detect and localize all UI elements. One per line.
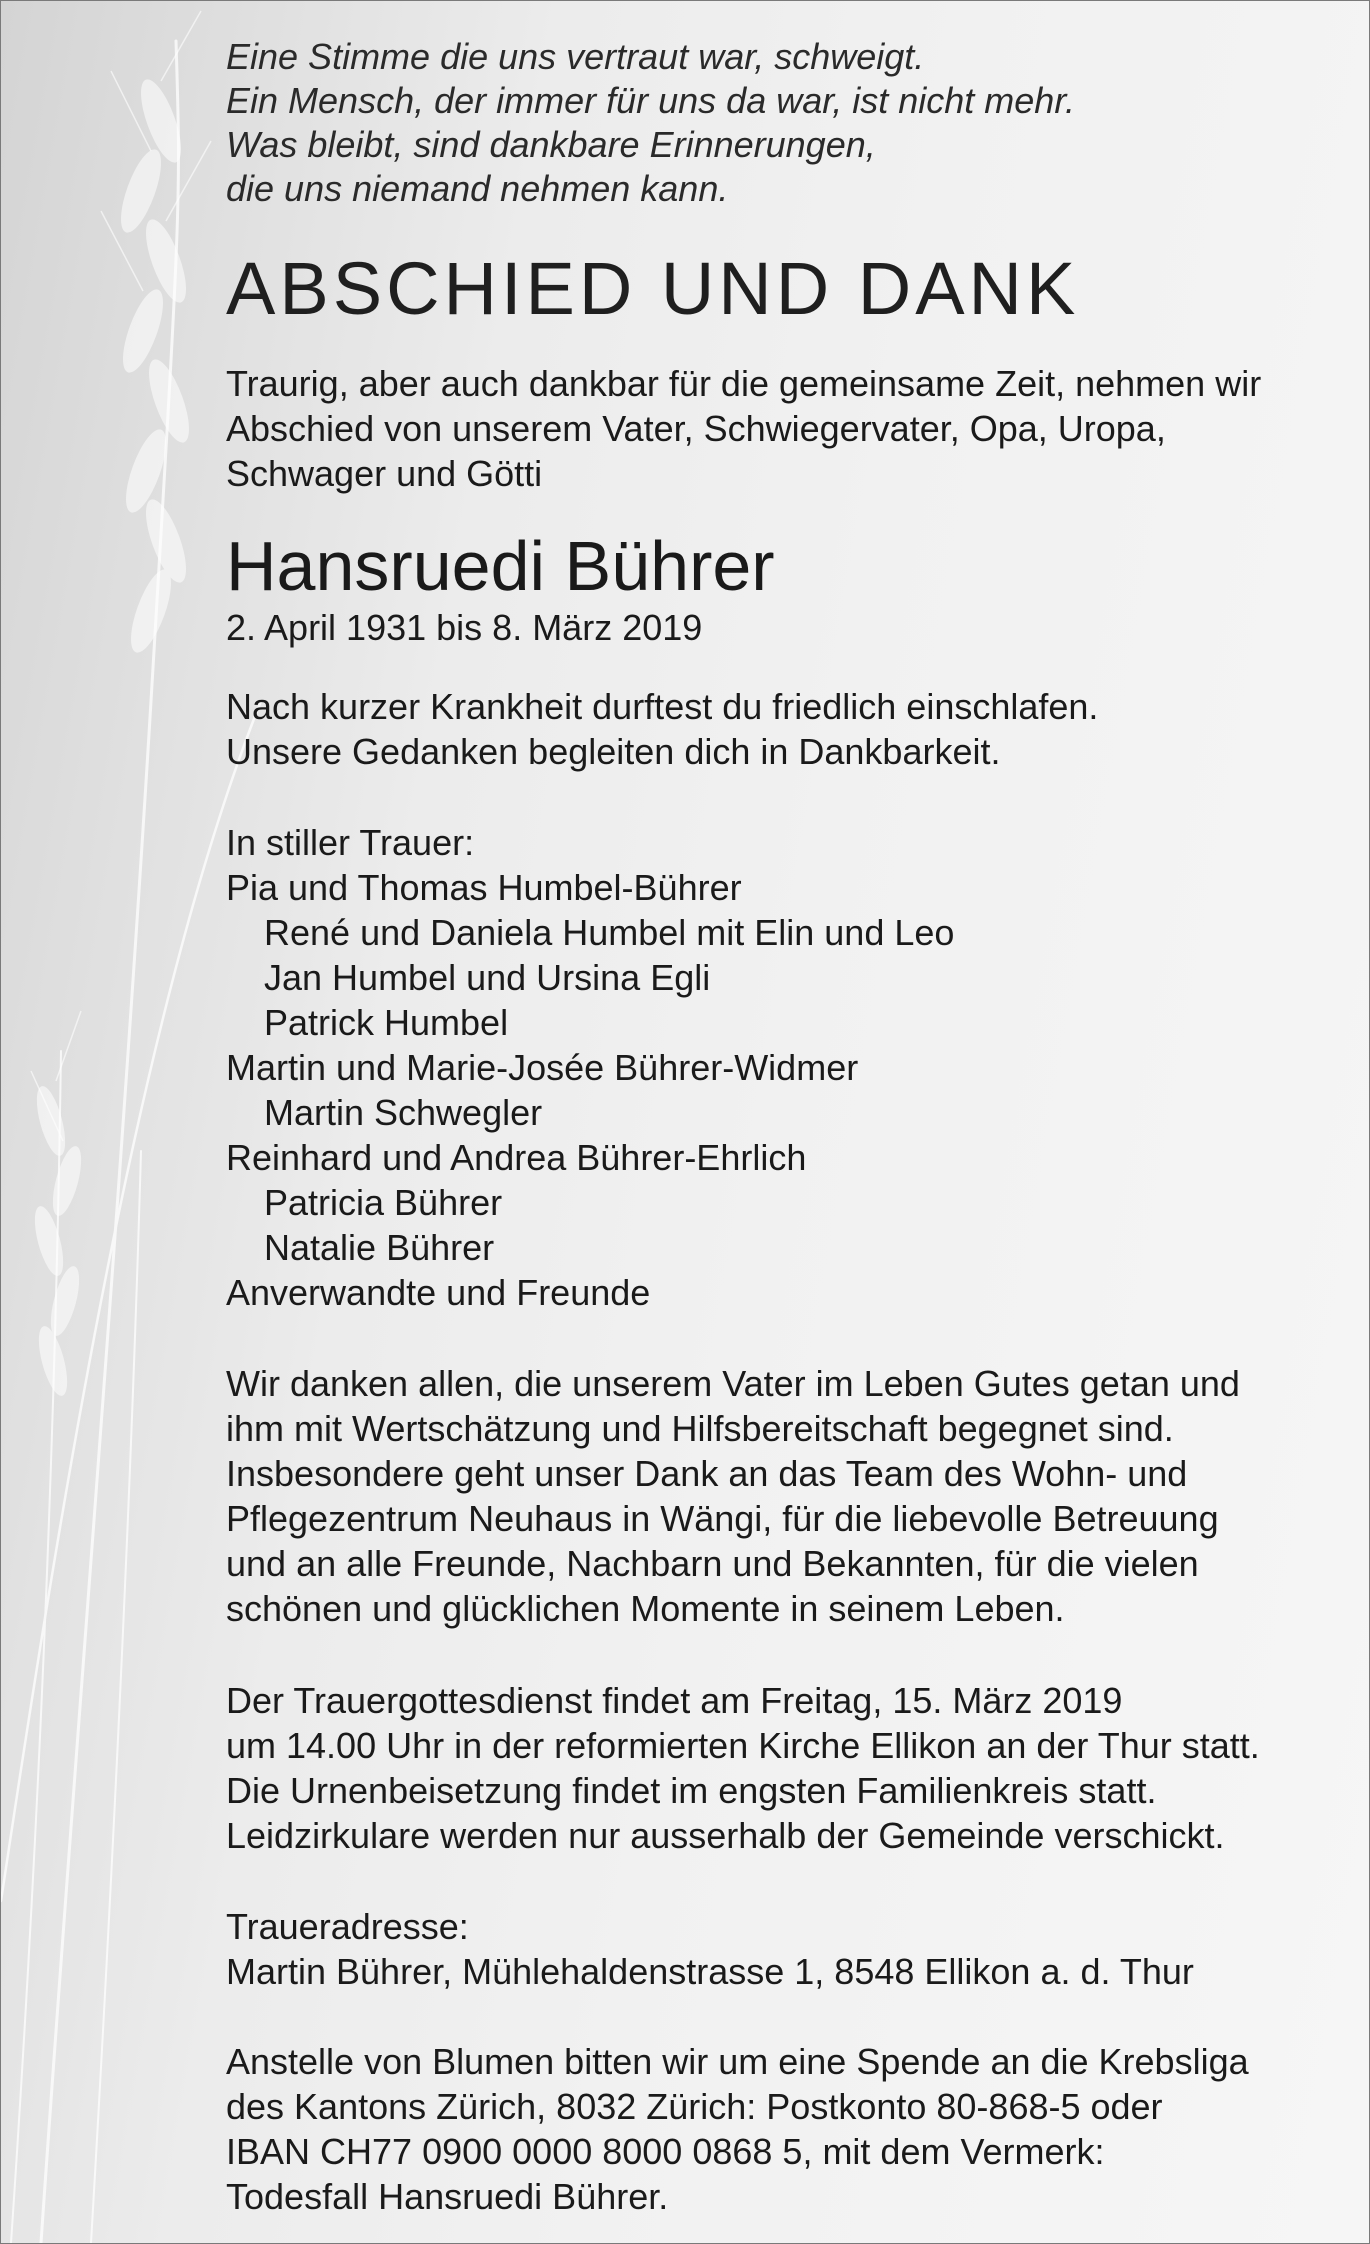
service-line: um 14.00 Uhr in der reformierten Kirche Ellikon an der Thur statt. [226,1725,1260,1766]
service-info [226,1678,1260,1858]
thanks-line: Wir danken allen, die unserem Vater im Leben Gutes getan und [226,1363,1240,1404]
family-member: Patricia Bührer [264,1182,503,1223]
mourners-closing: Anverwandte und Freunde [226,1272,651,1313]
life-dates: 2. April 1931 bis 8. März 2019 [226,607,703,648]
notice-heading: ABSCHIED UND DANK [226,247,1080,330]
service-line: Leidzirkulare werden nur ausserhalb der Gemeinde verschickt. [226,1815,1225,1856]
family-name: Martin und Marie-Josée Bührer-Widmer [226,1047,859,1088]
donation-line: Todesfall Hansruedi Bührer. [226,2176,669,2217]
farewell-line: Nach kurzer Krankheit durftest du friedlich einschlafen. [226,686,1099,727]
mourners-title: In stiller Trauer: [226,822,475,863]
donation-line: IBAN CH77 0900 0000 8000 0868 5, mit dem Vermerk: [226,2131,1105,2172]
motto-line: die uns niemand nehmen kann. [226,168,729,209]
donation-line: Anstelle von Blumen bitten wir um eine Spende an die Krebsliga [226,2041,1249,2082]
thanks-text [226,1361,1240,1631]
thanks-line: schönen und glücklichen Momente in seinem Leben. [226,1588,1065,1629]
mourners-list [226,820,954,1315]
farewell-line: Unsere Gedanken begleiten dich in Dankbarkeit. [226,731,1001,772]
intro-line: Abschied von unserem Vater, Schwiegervater, Opa, Uropa, [226,408,1166,449]
family-member: Jan Humbel und Ursina Egli [264,957,711,998]
farewell-text [226,684,1098,774]
mourning-address [226,1904,1194,1994]
thanks-line: ihm mit Wertschätzung und Hilfsbereitschaft begegnet sind. [226,1408,1174,1449]
motto-line: Ein Mensch, der immer für uns da war, ist nicht mehr. [226,80,1075,121]
family-name: Pia und Thomas Humbel-Bührer [226,867,742,908]
motto-verse [226,35,1075,211]
thanks-line: Insbesondere geht unser Dank an das Team des Wohn- und [226,1453,1188,1494]
family-name: Reinhard und Andrea Bührer-Ehrlich [226,1137,807,1178]
donation-info [226,2039,1249,2219]
deceased-name: Hansruedi Bührer [226,527,775,605]
family-member: Natalie Bührer [264,1227,495,1268]
thanks-line: und an alle Freunde, Nachbarn und Bekannten, für die vielen [226,1543,1199,1584]
address-label: Traueradresse: [226,1906,469,1947]
intro-text [226,361,1261,496]
service-line: Die Urnenbeisetzung findet im engsten Familienkreis statt. [226,1770,1157,1811]
motto-line: Was bleibt, sind dankbare Erinnerungen, [226,124,876,165]
service-line: Der Trauergottesdienst findet am Freitag, 15. März 2019 [226,1680,1123,1721]
family-member: René und Daniela Humbel mit Elin und Leo [264,912,955,953]
thanks-line: Pflegezentrum Neuhaus in Wängi, für die liebevolle Betreuung [226,1498,1219,1539]
address-value: Martin Bührer, Mühlehaldenstrasse 1, 8548 Ellikon a. d. Thur [226,1951,1194,1992]
family-member: Patrick Humbel [264,1002,509,1043]
motto-line: Eine Stimme die uns vertraut war, schweigt. [226,36,925,77]
intro-line: Schwager und Götti [226,453,543,494]
family-member: Martin Schwegler [264,1092,543,1133]
intro-line: Traurig, aber auch dankbar für die gemeinsame Zeit, nehmen wir [226,363,1262,404]
donation-line: des Kantons Zürich, 8032 Zürich: Postkonto 80-868-5 oder [226,2086,1163,2127]
